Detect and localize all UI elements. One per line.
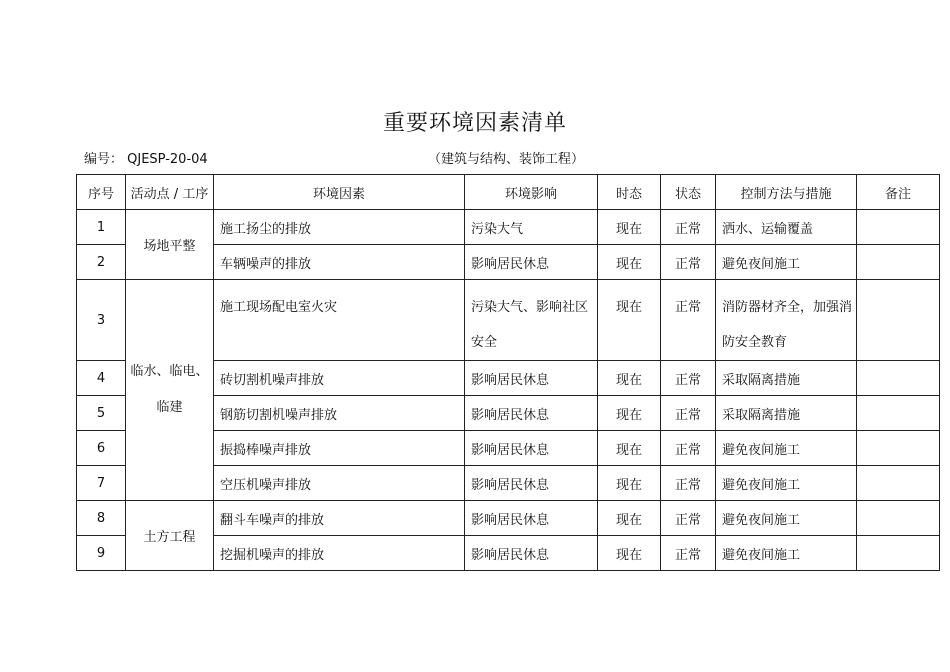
cell-no: 5 xyxy=(77,396,126,431)
header-tense: 时态 xyxy=(598,175,661,210)
cell-status: 正常 xyxy=(661,210,716,245)
cell-activity xyxy=(126,280,214,501)
cell-impact: 影响居民休息 xyxy=(465,501,598,536)
cell-tense: 现在 xyxy=(598,245,661,280)
activity-line: 临水、临电、 xyxy=(130,364,209,379)
cell-control: 避免夜间施工 xyxy=(716,466,857,501)
cell-tense: 现在 xyxy=(598,361,661,396)
cell-factor: 翻斗车噪声的排放 xyxy=(214,501,465,536)
header-factor: 环境因素 xyxy=(214,175,465,210)
header-activity: 活动点 / 工序 xyxy=(126,175,214,210)
cell-factor: 车辆噪声的排放 xyxy=(214,245,465,280)
cell-remark xyxy=(857,536,940,571)
cell-control: 消防器材齐全，加强消防安全教育 xyxy=(716,280,857,361)
document-number: 编号： QJESP-20-04 xyxy=(84,152,208,167)
cell-activity: 场地平整 xyxy=(126,210,214,280)
cell-factor: 砖切割机噪声排放 xyxy=(214,361,465,396)
cell-impact: 影响居民休息 xyxy=(465,245,598,280)
cell-control: 避免夜间施工 xyxy=(716,245,857,280)
cell-control: 避免夜间施工 xyxy=(716,536,857,571)
cell-remark xyxy=(857,361,940,396)
header-remark: 备注 xyxy=(857,175,940,210)
cell-tense: 现在 xyxy=(598,536,661,571)
cell-factor: 挖掘机噪声的排放 xyxy=(214,536,465,571)
cell-no: 7 xyxy=(77,466,126,501)
cell-impact: 影响居民休息 xyxy=(465,361,598,396)
cell-status: 正常 xyxy=(661,280,716,361)
cell-tense: 现在 xyxy=(598,210,661,245)
cell-status: 正常 xyxy=(661,245,716,280)
cell-no: 6 xyxy=(77,431,126,466)
cell-status: 正常 xyxy=(661,361,716,396)
cell-control: 避免夜间施工 xyxy=(716,431,857,466)
cell-status: 正常 xyxy=(661,466,716,501)
cell-tense: 现在 xyxy=(598,431,661,466)
cell-no: 8 xyxy=(77,501,126,536)
cell-tense: 现在 xyxy=(598,466,661,501)
cell-remark xyxy=(857,431,940,466)
cell-control: 采取隔离措施 xyxy=(716,396,857,431)
activity-line: 临建 xyxy=(156,400,183,415)
cell-impact: 污染大气 xyxy=(465,210,598,245)
cell-remark xyxy=(857,210,940,245)
cell-no: 1 xyxy=(77,210,126,245)
document-subtitle: （建筑与结构、装饰工程） xyxy=(428,152,585,167)
cell-status: 正常 xyxy=(661,536,716,571)
cell-factor: 空压机噪声排放 xyxy=(214,466,465,501)
table-row xyxy=(77,501,940,536)
cell-remark xyxy=(857,245,940,280)
table-row xyxy=(77,280,940,361)
cell-impact: 影响居民休息 xyxy=(465,396,598,431)
header-no: 序号 xyxy=(77,175,126,210)
cell-no: 3 xyxy=(77,280,126,361)
environmental-factors-table xyxy=(76,174,940,571)
cell-tense: 现在 xyxy=(598,501,661,536)
cell-control: 采取隔离措施 xyxy=(716,361,857,396)
cell-remark xyxy=(857,280,940,361)
table-header-row xyxy=(77,175,940,210)
cell-impact: 影响居民休息 xyxy=(465,536,598,571)
cell-control: 洒水、运输覆盖 xyxy=(716,210,857,245)
header-status: 状态 xyxy=(661,175,716,210)
cell-factor: 钢筋切割机噪声排放 xyxy=(214,396,465,431)
cell-remark xyxy=(857,466,940,501)
cell-no: 9 xyxy=(77,536,126,571)
cell-impact: 影响居民休息 xyxy=(465,431,598,466)
cell-factor: 施工扬尘的排放 xyxy=(214,210,465,245)
cell-remark xyxy=(857,501,940,536)
table-row xyxy=(77,210,940,245)
cell-factor: 施工现场配电室火灾 xyxy=(214,280,465,361)
cell-activity: 土方工程 xyxy=(126,501,214,571)
cell-tense: 现在 xyxy=(598,396,661,431)
cell-control: 避免夜间施工 xyxy=(716,501,857,536)
cell-no: 2 xyxy=(77,245,126,280)
cell-tense: 现在 xyxy=(598,280,661,361)
cell-impact: 影响居民休息 xyxy=(465,466,598,501)
cell-no: 4 xyxy=(77,361,126,396)
cell-remark xyxy=(857,396,940,431)
header-impact: 环境影响 xyxy=(465,175,598,210)
header-control: 控制方法与措施 xyxy=(716,175,857,210)
document-title: 重要环境因素清单 xyxy=(382,111,567,136)
cell-status: 正常 xyxy=(661,396,716,431)
cell-factor: 振捣棒噪声排放 xyxy=(214,431,465,466)
cell-status: 正常 xyxy=(661,501,716,536)
cell-status: 正常 xyxy=(661,431,716,466)
cell-impact: 污染大气、影响社区安全 xyxy=(465,280,598,361)
